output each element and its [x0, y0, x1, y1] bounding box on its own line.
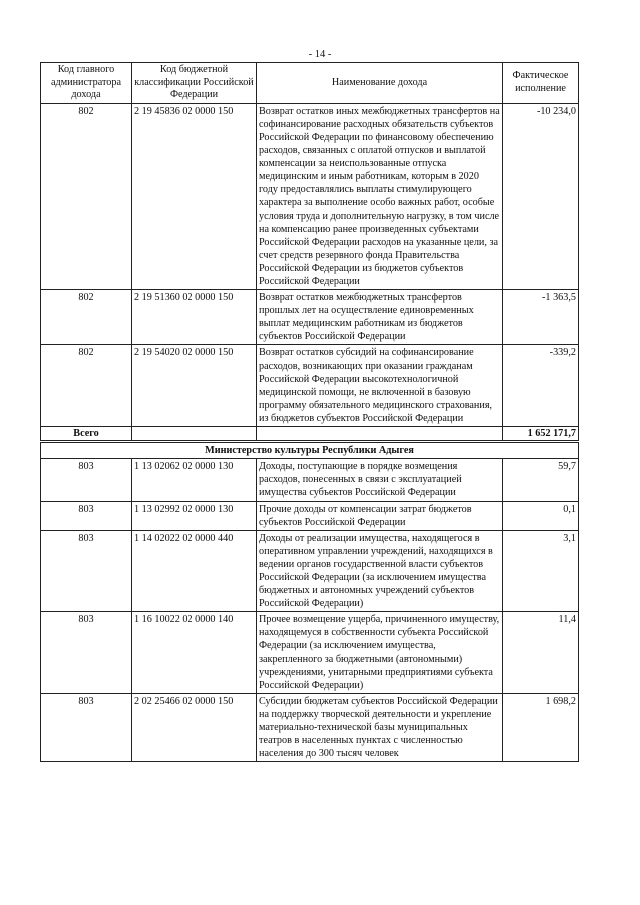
table-row	[41, 501, 579, 530]
income-name-cell: Возврат остатков иных межбюджетных трансфертов на софинансирование расходных обязательств субъектов Российской Федерации по финансовому обеспечению расходов, связанных с оплатой отпусков и выплатой компенсации за неиспользованные отпуска медицинским и иным работникам, которым в 2020 году предоставлялись выплаты стимулирующего характера за выполнение особо важных работ, особые условия труда и дополнительную нагрузку, в том числе на компенсацию ранее произведенных субъектами Российской Федерации расходов на указанные цели, за счет средств резервного фонда Правительства Российской Федерации из бюджетов субъектов Российской Федерации	[257, 103, 503, 289]
table-row	[41, 103, 579, 289]
amount-cell: 59,7	[503, 459, 579, 501]
budget-code-cell: 2 19 51360 02 0000 150	[132, 290, 257, 345]
amount-cell: 3,1	[503, 530, 579, 612]
admin-code-cell: 802	[41, 103, 132, 289]
amount-cell: -10 234,0	[503, 103, 579, 289]
total-empty-cell	[132, 427, 257, 442]
income-name-cell: Субсидии бюджетам субъектов Российской Федерации на поддержку творческой деятельности и укрепление материально-технической базы муниципальных театров в населенных пунктах с численностью населения до 300 тысяч человек	[257, 693, 503, 761]
admin-code-cell: 803	[41, 530, 132, 612]
income-name-cell: Прочие доходы от компенсации затрат бюджетов субъектов Российской Федерации	[257, 501, 503, 530]
amount-cell: 1 698,2	[503, 693, 579, 761]
budget-code-cell: 2 02 25466 02 0000 150	[132, 693, 257, 761]
total-row	[41, 427, 579, 442]
amount-cell: -1 363,5	[503, 290, 579, 345]
amount-cell: 11,4	[503, 612, 579, 694]
income-name-cell: Доходы, поступающие в порядке возмещения расходов, понесенных в связи с эксплуатацией имущества субъектов Российской Федерации	[257, 459, 503, 501]
table-row	[41, 693, 579, 761]
admin-code-cell: 802	[41, 345, 132, 427]
page-number: - 14 -	[308, 49, 332, 60]
table-row	[41, 530, 579, 612]
total-label: Всего	[41, 427, 132, 442]
income-name-cell: Доходы от реализации имущества, находящегося в оперативном управлении учреждений, находящихся в ведении органов государственной власти субъектов Российской Федерации (за исключением имущества бюджетных и автономных учреждений субъектов Российской Федерации)	[257, 530, 503, 612]
budget-code-cell: 1 13 02992 02 0000 130	[132, 501, 257, 530]
budget-code-cell: 1 16 10022 02 0000 140	[132, 612, 257, 694]
admin-code-cell: 803	[41, 693, 132, 761]
total-empty-cell	[257, 427, 503, 442]
income-name-cell: Возврат остатков субсидий на софинансирование расходов, возникающих при оказании гражданам Российской Федерации высокотехнологичной медицинской помощи, не включенной в базовую программу обязательного медицинского страхования, из бюджетов субъектов Российской Федерации	[257, 345, 503, 427]
budget-code-cell: 2 19 54020 02 0000 150	[132, 345, 257, 427]
header-admin-code: Код главного администратора дохода	[41, 63, 132, 104]
table-row	[41, 345, 579, 427]
section-row	[41, 442, 579, 459]
amount-cell: 0,1	[503, 501, 579, 530]
admin-code-cell: 803	[41, 612, 132, 694]
budget-code-cell: 1 13 02062 02 0000 130	[132, 459, 257, 501]
amount-cell: -339,2	[503, 345, 579, 427]
header-actual: Фактическое исполнение	[503, 63, 579, 104]
table-header	[41, 63, 579, 104]
income-name-cell: Прочее возмещение ущерба, причиненного имуществу, находящемуся в собственности субъекта Российской Федерации (за исключением имущества, закрепленного за бюджетными (автономными) учреждениями, унитарными предприятиями субъекта Российской Федерации)	[257, 612, 503, 694]
section-title: Министерство культуры Республики Адыгея	[41, 442, 579, 459]
header-budget-code: Код бюджетной классификации Российской Федерации	[132, 63, 257, 104]
revenue-table	[40, 62, 579, 762]
table-row	[41, 459, 579, 501]
header-income-name: Наименование дохода	[257, 63, 503, 104]
admin-code-cell: 803	[41, 459, 132, 501]
admin-code-cell: 802	[41, 290, 132, 345]
budget-code-cell: 2 19 45836 02 0000 150	[132, 103, 257, 289]
budget-code-cell: 1 14 02022 02 0000 440	[132, 530, 257, 612]
table-row	[41, 612, 579, 694]
table-row	[41, 290, 579, 345]
total-amount: 1 652 171,7	[503, 427, 579, 442]
admin-code-cell: 803	[41, 501, 132, 530]
income-name-cell: Возврат остатков межбюджетных трансфертов прошлых лет на осуществление единовременных выплат медицинским работникам из бюджетов субъектов Российской Федерации	[257, 290, 503, 345]
